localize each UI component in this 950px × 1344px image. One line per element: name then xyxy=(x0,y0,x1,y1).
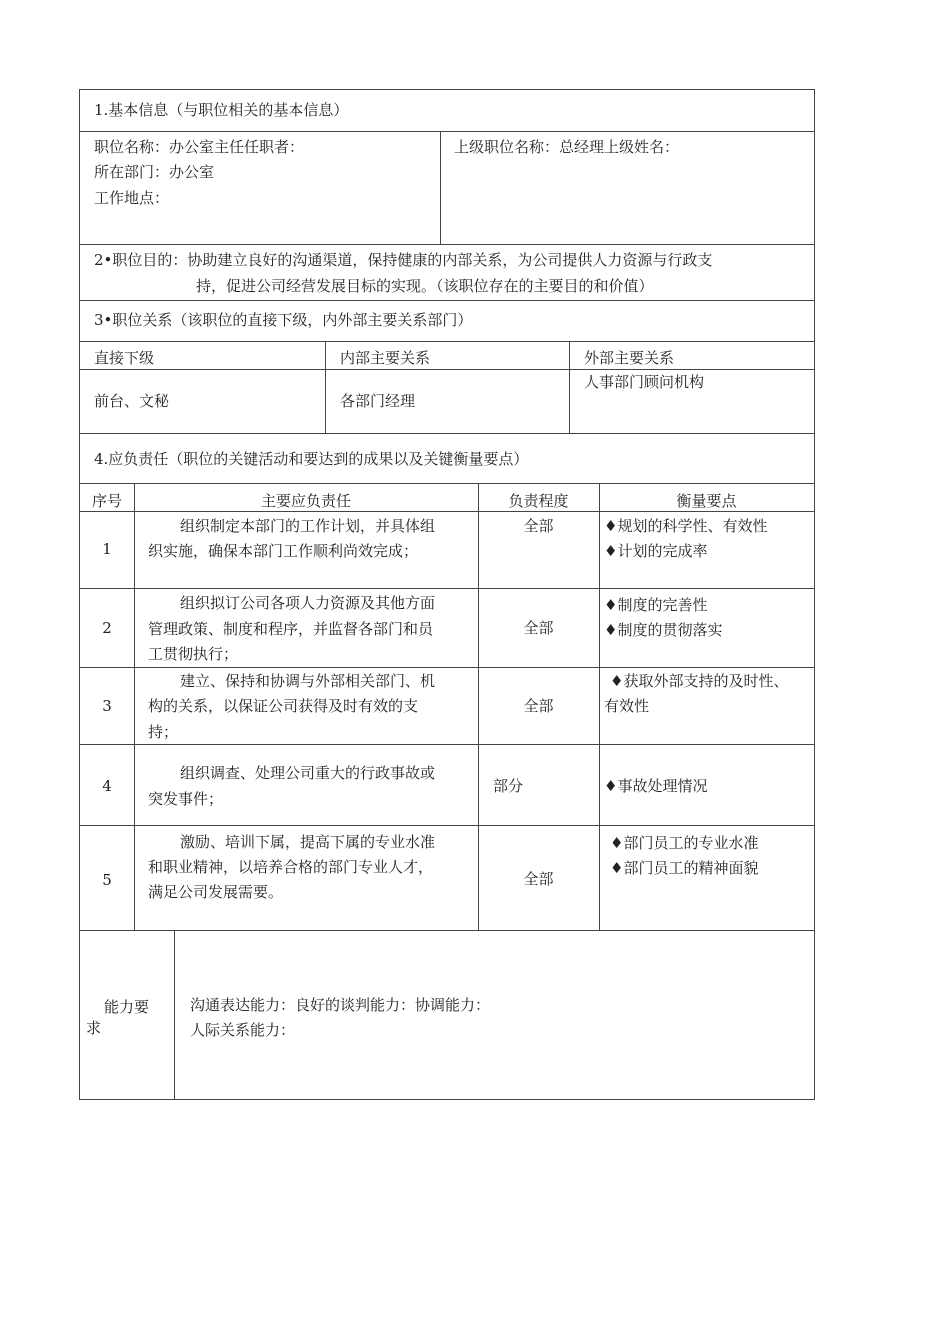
measure-text: ♦部门员工的专业水准 xyxy=(610,834,759,852)
measure-text: ♦获取外部支持的及时性、 xyxy=(610,672,789,690)
duty-text: 组织调查、处理公司重大的行政事故或 xyxy=(180,764,436,782)
header-degree: 负责程度 xyxy=(508,492,569,510)
degree-value: 全部 xyxy=(523,517,554,535)
work-location-field: 工作地点： xyxy=(94,189,170,207)
divider xyxy=(569,341,570,433)
duty-text: 管理政策、制度和程序，并监督各部门和员 xyxy=(148,620,434,638)
row-number: 3 xyxy=(102,697,112,715)
duty-text: 组织制定本部门的工作计划，并具体组 xyxy=(180,517,436,535)
ability-label: 能力要 xyxy=(104,998,150,1016)
measure-text: 有效性 xyxy=(604,697,650,715)
measure-text: ♦事故处理情况 xyxy=(604,777,708,795)
external-relations-value: 人事部门顾问机构 xyxy=(584,373,705,391)
degree-value: 全部 xyxy=(523,619,554,637)
divider xyxy=(80,825,814,826)
divider xyxy=(174,930,175,1099)
duty-text: 持； xyxy=(148,723,179,741)
purpose-line-2: 持，促进公司经营发展目标的实现。（该职位存在的主要目的和价值） xyxy=(196,277,654,295)
divider xyxy=(80,667,814,668)
degree-value: 全部 xyxy=(523,870,554,888)
ability-line-1: 沟通表达能力：良好的谈判能力：协调能力： xyxy=(190,996,491,1014)
degree-value: 部分 xyxy=(493,777,524,795)
ability-line-2: 人际关系能力： xyxy=(190,1021,296,1039)
row-number: 5 xyxy=(102,871,112,889)
measure-text: ♦部门员工的精神面貌 xyxy=(610,859,759,877)
divider xyxy=(80,341,814,342)
divider xyxy=(80,300,814,301)
row-number: 2 xyxy=(102,619,112,637)
row-number: 4 xyxy=(102,777,112,795)
duty-text: 建立、保持和协调与外部相关部门、机 xyxy=(180,672,436,690)
header-internal-relations: 内部主要关系 xyxy=(340,349,431,367)
header-external-relations: 外部主要关系 xyxy=(584,349,675,367)
direct-subordinate-value: 前台、文秘 xyxy=(94,392,170,410)
divider xyxy=(134,483,135,930)
divider xyxy=(325,341,326,433)
section3-title: 3•职位关系（该职位的直接下级，内外部主要关系部门） xyxy=(94,311,473,329)
job-description-form xyxy=(79,89,815,1100)
degree-value: 全部 xyxy=(523,697,554,715)
measure-text: ♦制度的完善性 xyxy=(604,596,708,614)
divider xyxy=(80,588,814,589)
duty-text: 和职业精神，以培养合格的部门专业人才， xyxy=(148,858,434,876)
department-field: 所在部门：办公室 xyxy=(94,163,215,181)
duty-text: 突发事件； xyxy=(148,790,224,808)
duty-text: 工贯彻执行； xyxy=(148,645,239,663)
duty-text: 满足公司发展需要。 xyxy=(148,883,284,901)
divider xyxy=(80,131,814,132)
measure-text: ♦规划的科学性、有效性 xyxy=(604,517,768,535)
header-number: 序号 xyxy=(91,492,122,510)
section4-title: 4.应负责任（职位的关键活动和要达到的成果以及关键衡量要点） xyxy=(94,450,529,468)
duty-text: 构的关系，以保证公司获得及时有效的支 xyxy=(148,697,419,715)
duty-text: 组织拟订公司各项人力资源及其他方面 xyxy=(180,594,436,612)
divider xyxy=(80,930,814,931)
ability-label: 求 xyxy=(86,1019,102,1037)
measure-text: ♦计划的完成率 xyxy=(604,542,708,560)
divider xyxy=(440,131,441,244)
section1-title: 1.基本信息（与职位相关的基本信息） xyxy=(94,101,349,119)
divider xyxy=(80,483,814,484)
internal-relations-value: 各部门经理 xyxy=(340,392,416,410)
superior-field: 上级职位名称：总经理上级姓名： xyxy=(454,138,680,156)
divider xyxy=(80,744,814,745)
header-duty: 主要应负责任 xyxy=(260,492,351,510)
position-name-field: 职位名称：办公室主任任职者： xyxy=(94,138,305,156)
divider xyxy=(80,244,814,245)
row-number: 1 xyxy=(102,540,112,558)
header-measures: 衡量要点 xyxy=(676,492,737,510)
measure-text: ♦制度的贯彻落实 xyxy=(604,621,723,639)
duty-text: 织实施，确保本部门工作顺利尚效完成； xyxy=(148,542,419,560)
header-direct-subordinate: 直接下级 xyxy=(94,349,155,367)
purpose-line-1: 2•职位目的：协助建立良好的沟通渠道，保持健康的内部关系，为公司提供人力资源与行政支 xyxy=(94,251,713,269)
divider xyxy=(599,483,600,930)
divider xyxy=(80,433,814,434)
duty-text: 激励、培训下属，提高下属的专业水准 xyxy=(180,833,436,851)
